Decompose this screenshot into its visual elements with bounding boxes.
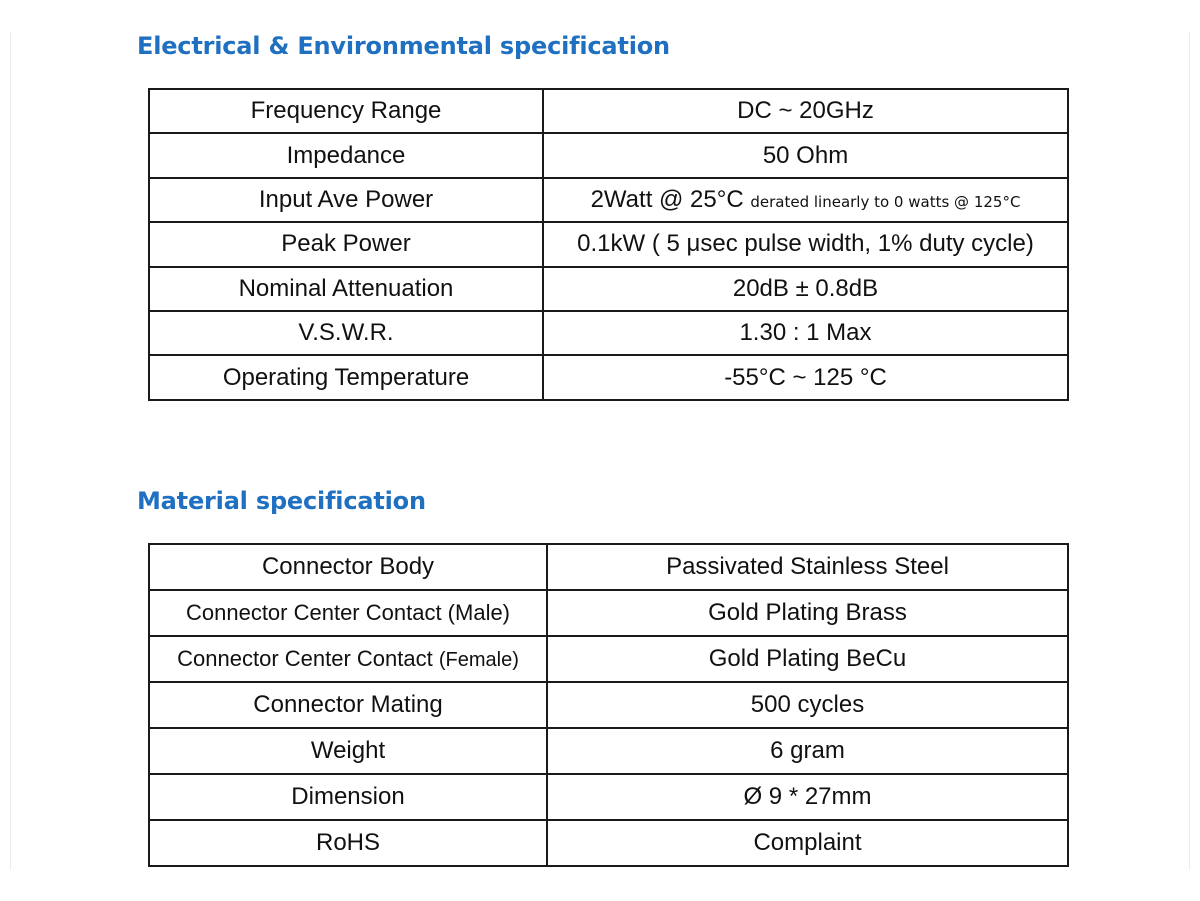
spec-label: RoHS <box>149 820 547 866</box>
electrical-spec-title: Electrical & Environmental specification <box>137 32 670 60</box>
spec-label: Connector Body <box>149 544 547 590</box>
spec-label: Input Ave Power <box>149 178 543 222</box>
spec-label-cell <box>149 636 547 682</box>
material-spec-title: Material specification <box>137 487 426 515</box>
table-row <box>149 178 1068 222</box>
spec-label: Peak Power <box>149 222 543 266</box>
spec-value: -55°C ~ 125 °C <box>543 355 1068 399</box>
table-row <box>149 311 1068 355</box>
table-row <box>149 355 1068 399</box>
table-row <box>149 590 1068 636</box>
spec-value: Complaint <box>547 820 1068 866</box>
table-row <box>149 682 1068 728</box>
spec-label: Weight <box>149 728 547 774</box>
spec-label: Nominal Attenuation <box>149 267 543 311</box>
spec-value: 1.30 : 1 Max <box>543 311 1068 355</box>
spec-value-cell <box>543 178 1068 222</box>
table-row <box>149 774 1068 820</box>
table-row <box>149 544 1068 590</box>
table-row <box>149 636 1068 682</box>
table-row <box>149 133 1068 177</box>
spec-label: Operating Temperature <box>149 355 543 399</box>
table-row <box>149 222 1068 266</box>
spec-value-note: derated linearly to 0 watts @ 125°C <box>750 192 1021 211</box>
spec-label: Dimension <box>149 774 547 820</box>
spec-value: Passivated Stainless Steel <box>547 544 1068 590</box>
table-row <box>149 728 1068 774</box>
table-row <box>149 267 1068 311</box>
spec-value: Gold Plating Brass <box>547 590 1068 636</box>
electrical-spec-table <box>148 88 1069 401</box>
spec-value: 20dB ± 0.8dB <box>543 267 1068 311</box>
spec-value: Ø 9 * 27mm <box>547 774 1068 820</box>
spec-value: 500 cycles <box>547 682 1068 728</box>
spec-label: Connector Mating <box>149 682 547 728</box>
material-spec-table <box>148 543 1069 867</box>
spec-label: Impedance <box>149 133 543 177</box>
spec-label: Connector Center Contact <box>177 646 433 671</box>
spec-value: 6 gram <box>547 728 1068 774</box>
spec-value: DC ~ 20GHz <box>543 89 1068 133</box>
table-row <box>149 89 1068 133</box>
spec-value: 50 Ohm <box>543 133 1068 177</box>
spec-value: 0.1kW ( 5 μsec pulse width, 1% duty cycle) <box>543 222 1068 266</box>
spec-label: Connector Center Contact (Male) <box>149 590 547 636</box>
table-row <box>149 820 1068 866</box>
spec-label: Frequency Range <box>149 89 543 133</box>
spec-value: 2Watt @ 25°C <box>590 185 744 213</box>
spec-value: Gold Plating BeCu <box>547 636 1068 682</box>
spec-label: V.S.W.R. <box>149 311 543 355</box>
spec-label-note: (Female) <box>438 649 519 671</box>
